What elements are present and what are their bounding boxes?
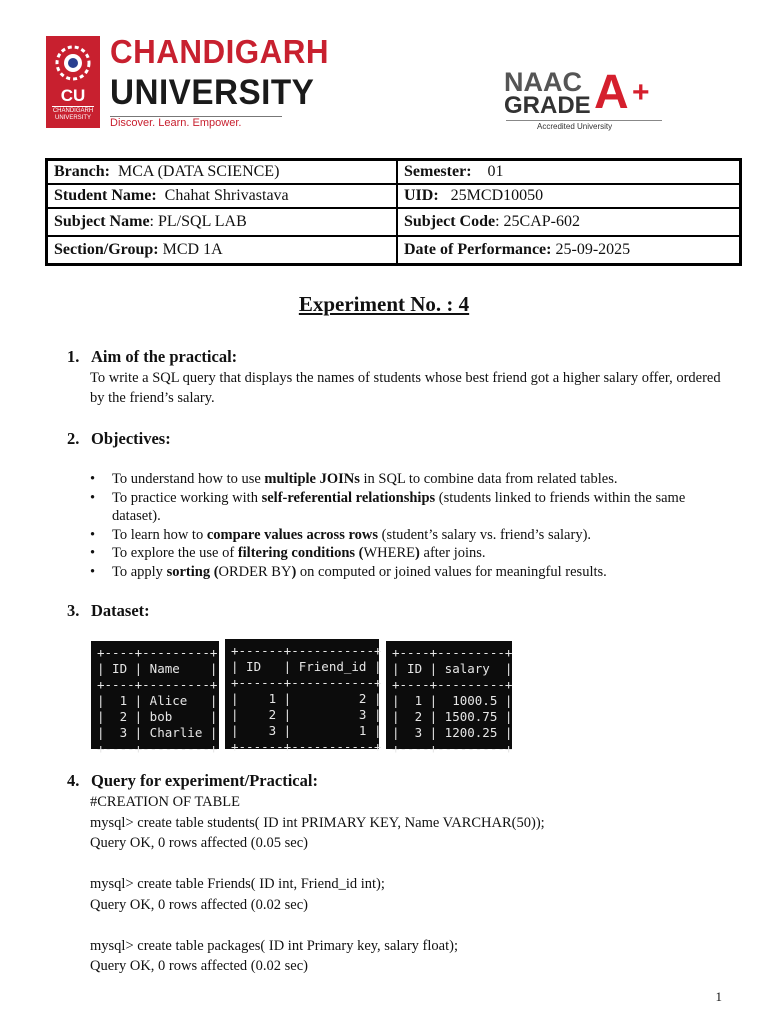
uid-value: 25MCD10050 — [450, 187, 544, 204]
subject-code-label: Subject Code — [404, 213, 496, 230]
section-label: Section/Group: — [54, 241, 159, 258]
terminal-line: | 2 | 1500.75 | — [392, 709, 513, 724]
objective-text: To learn how to — [112, 526, 207, 543]
objectives-heading — [67, 429, 171, 449]
terminal-line: +----+---------+ — [97, 677, 218, 692]
objective-emphasis: multiple JOINs — [264, 471, 360, 487]
query-line: mysql> create table Friends( ID int, Friend_id int); — [90, 876, 385, 892]
info-row — [47, 184, 741, 208]
terminal-line: +----+---------+ — [392, 645, 513, 660]
aim-heading — [67, 347, 237, 367]
query-line: mysql> create table students( ID int PRIMARY KEY, Name VARCHAR(50)); — [90, 814, 545, 831]
emblem-caption: CHANDIGARH UNIVERSITY — [52, 108, 94, 121]
terminal-line: +----+---------+ — [97, 741, 218, 756]
university-tagline: Discover. Learn. Empower. — [110, 117, 242, 129]
aim-text: To write a SQL query that displays the names of students whose best friend got a higher salary offer, ordered by the friend’s salary. — [90, 370, 721, 406]
query-line: #CREATION OF TABLE — [90, 794, 241, 810]
bullet-icon: • — [90, 545, 96, 562]
query-number: 4. — [67, 771, 80, 790]
bullet-icon: • — [90, 526, 96, 543]
naac-divider — [506, 120, 662, 121]
terminal-line: +----+---------+ — [97, 645, 218, 660]
date-cell — [397, 236, 741, 265]
students-table-screenshot — [91, 641, 219, 756]
query-line — [90, 915, 730, 936]
objective-text: To apply — [112, 563, 167, 580]
uid-cell — [397, 184, 741, 208]
date-value: 25-09-2025 — [555, 241, 631, 258]
bullet-icon: • — [90, 489, 96, 506]
query-block — [90, 792, 730, 977]
objective-item — [90, 489, 730, 526]
section-cell — [47, 236, 398, 265]
terminal-line: +----+---------+ — [392, 741, 513, 756]
objective-item — [90, 563, 730, 582]
subject-name-label: Subject Name — [54, 213, 150, 230]
terminal-line: +------+-----------+ — [231, 643, 382, 658]
terminal-line: | 2 | bob | — [97, 709, 218, 724]
naac-grade-label: GRADE — [504, 92, 591, 119]
university-name-line2: UNIVERSITY — [110, 73, 315, 112]
friends-table-screenshot — [225, 639, 382, 754]
dataset-number: 3. — [67, 601, 80, 620]
page-number: 1 — [715, 989, 722, 1004]
branch-value: MCA (DATA SCIENCE) — [118, 163, 280, 180]
dataset-heading — [67, 601, 150, 621]
student-name-label: Student Name: — [54, 187, 157, 204]
terminal-line: | 2 | 3 | — [231, 707, 382, 722]
university-name-line1: CHANDIGARH — [110, 33, 329, 70]
terminal-line: +------+-----------+ — [231, 675, 382, 690]
date-label: Date of Performance: — [404, 241, 552, 258]
terminal-line: | 1 | 2 | — [231, 691, 382, 706]
student-name-cell — [47, 184, 398, 208]
university-emblem — [46, 36, 100, 128]
branch-cell — [47, 160, 398, 185]
naac-logo — [504, 68, 666, 134]
objective-text: on computed or joined values for meaningful results. — [296, 563, 607, 580]
terminal-line: | 3 | Charlie | — [97, 725, 218, 740]
semester-cell — [397, 160, 741, 185]
objective-text: (student’s salary vs. friend’s salary). — [378, 526, 592, 543]
experiment-title: Experiment No. : 4 — [298, 292, 470, 316]
semester-label: Semester: — [404, 163, 472, 180]
terminal-line: | 3 | 1 | — [231, 723, 382, 738]
naac-caption: Accredited University — [537, 122, 613, 131]
objective-text: (students linked to friends within the same dataset). — [112, 489, 686, 525]
objective-emphasis: self-referential relationships — [261, 489, 436, 506]
objective-keyword: WHERE — [363, 545, 416, 562]
aim-title: Aim of the practical: — [91, 347, 238, 366]
info-row — [47, 160, 741, 185]
naac-grade-plus: + — [632, 76, 650, 109]
aim-number: 1. — [67, 347, 80, 366]
objectives-number: 2. — [67, 429, 80, 448]
subject-code-cell — [397, 208, 741, 236]
subject-code-value: : 25CAP-602 — [495, 213, 581, 230]
objective-text: To understand how to use — [112, 471, 265, 487]
subject-name-value: : PL/SQL LAB — [149, 213, 247, 230]
student-info-table — [45, 158, 742, 266]
objective-keyword: ORDER BY — [218, 563, 292, 580]
info-row — [47, 236, 741, 265]
objective-text: To explore the use of — [112, 545, 238, 562]
bullet-icon: • — [90, 563, 96, 580]
objective-emphasis: sorting ( — [166, 563, 219, 580]
terminal-line: | 3 | 1200.25 | — [392, 725, 513, 740]
query-line: mysql> create table packages( ID int Primary key, salary float); — [90, 937, 458, 954]
terminal-line: | ID | Friend_id | — [231, 659, 382, 674]
objective-emphasis: ) — [415, 545, 420, 562]
objective-emphasis: compare values across rows — [206, 526, 378, 543]
semester-value: 01 — [487, 163, 504, 180]
objectives-title: Objectives: — [91, 429, 171, 448]
query-line: Query OK, 0 rows affected (0.05 sec) — [90, 835, 308, 851]
naac-text: NAAC — [504, 67, 582, 97]
objective-text: To practice working with — [112, 489, 262, 506]
terminal-line: +------+-----------+ — [231, 739, 382, 754]
objectives-list — [90, 470, 730, 582]
terminal-line: +----+---------+ — [392, 677, 513, 692]
objective-emphasis: filtering conditions ( — [237, 545, 364, 562]
query-title: Query for experiment/Practical: — [91, 771, 318, 790]
packages-table-screenshot — [386, 641, 513, 756]
objective-emphasis: ) — [291, 563, 297, 580]
branch-label: Branch: — [54, 163, 110, 180]
objective-text: in SQL to combine data from related tables. — [359, 471, 618, 487]
terminal-line: | 1 | 1000.5 | — [392, 693, 513, 708]
objective-text: after joins. — [419, 545, 486, 562]
objective-item — [90, 526, 730, 545]
subject-name-cell — [47, 208, 398, 236]
query-line: Query OK, 0 rows affected (0.02 sec) — [90, 958, 308, 974]
terminal-line: | ID | Name | — [97, 661, 218, 676]
terminal-line: | 1 | Alice | — [97, 693, 218, 708]
query-heading — [67, 771, 318, 791]
emblem-text: CU — [60, 86, 86, 105]
uid-label: UID: — [404, 187, 439, 204]
objective-item — [90, 470, 730, 489]
info-row — [47, 208, 741, 236]
objective-item — [90, 544, 730, 563]
query-line — [90, 854, 730, 875]
query-line: Query OK, 0 rows affected (0.02 sec) — [90, 896, 308, 913]
dataset-title: Dataset: — [91, 601, 150, 620]
student-name-value: Chahat Shrivastava — [164, 187, 289, 204]
section-value: MCD 1A — [162, 241, 223, 258]
naac-grade-letter: A — [594, 66, 629, 119]
terminal-line: | ID | salary | — [392, 661, 513, 676]
bullet-icon: • — [90, 471, 96, 487]
